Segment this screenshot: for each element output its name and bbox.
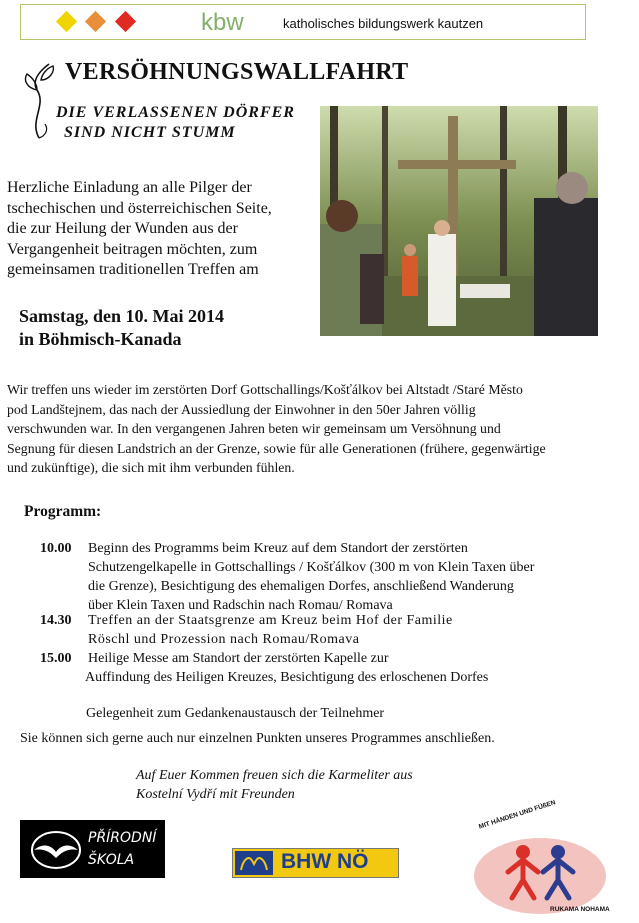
- program-time: 14.30: [40, 613, 72, 628]
- signature-line: Kostelní Vydří mit Freunden: [136, 787, 295, 802]
- subtitle-line-1: DIE VERLASSENEN DÖRFER: [56, 104, 295, 121]
- rukama-top-text: MIT HÄNDEN UND FÜßEN: [478, 799, 557, 831]
- program-item-1500: [40, 650, 620, 690]
- photo-open-air-mass: [320, 106, 598, 336]
- skola-line-1: PŘÍRODNÍ: [88, 830, 157, 846]
- signature: [136, 766, 413, 804]
- program-line: Treffen an der Staatsgrenze am Kreuz beim Hof der Familie: [88, 613, 453, 628]
- event-date: [19, 305, 224, 351]
- program-line: Heilige Messe am Standort der zerstörten Kapelle zur: [88, 651, 389, 666]
- intro-text: [7, 178, 317, 281]
- program-item-1000: [40, 540, 620, 616]
- paragraph-line: Wir treffen uns wieder im zerstörten Dorf Gottschallings/Košťálkov bei Altstadt /Staré Město: [7, 382, 523, 397]
- program-line: Beginn des Programms beim Kreuz auf dem Standort der zerstörten: [88, 541, 468, 556]
- program-item-1430: [40, 612, 620, 652]
- paragraph-line: und zukünftige), die sich mit ihm verbunden fühlen.: [7, 460, 295, 475]
- org-short-name: kbw: [201, 9, 244, 36]
- program-line: die Grenze), Besichtigung des ehemaligen Dorfes, anschließend Wanderung: [88, 579, 514, 594]
- logo-rukama-nohama: [468, 799, 618, 918]
- rukama-bottom-text: RUKAMA NOHAMA: [550, 906, 610, 913]
- subtitle-line-2: SIND NICHT STUMM: [64, 124, 236, 141]
- red-diamond-icon: [115, 11, 136, 32]
- intro-line: tschechischen und österreichischen Seite,: [7, 199, 272, 217]
- intro-line: Herzliche Einladung an alle Pilger der: [7, 179, 252, 196]
- program-line: Auffindung des Heiligen Kreuzes, Besichtigung des erloschenen Dorfes: [85, 670, 489, 685]
- program-line: Röschl und Prozession nach Romau/Romava: [88, 632, 360, 647]
- org-full-name: katholisches bildungswerk kautzen: [283, 16, 484, 31]
- signature-line: Auf Euer Kommen freuen sich die Karmeliter aus: [136, 768, 413, 783]
- intro-line: gemeinsamen traditionellen Treffen am: [7, 261, 259, 278]
- bird-icon: [26, 828, 86, 872]
- program-time: 15.00: [40, 651, 72, 666]
- program-time: 10.00: [40, 541, 72, 556]
- program-line: über Klein Taxen und Radschin nach Romau/ Romava: [88, 598, 393, 613]
- intro-line: Vergangenheit beitragen möchten, zum: [7, 240, 258, 258]
- program-line: Schutzengelkapelle in Gottschallings / Košťálkov (300 m von Klein Taxen über: [88, 560, 535, 575]
- join-note: Sie können sich gerne auch nur einzelnen Punkten unseres Programmes anschließen.: [20, 731, 495, 746]
- description-paragraph: [7, 380, 627, 478]
- paragraph-line: verschwunden war. In den vergangenen Jahren beten wir gemeinsam um Versöhnung und: [7, 421, 501, 436]
- intro-line: die zur Heilung der Wunden aus der: [7, 220, 238, 237]
- bhw-text: BHW NÖ: [281, 850, 369, 873]
- header-banner: [20, 4, 586, 40]
- paragraph-line: pod Landštejnem, das nach der Aussiedlung der Einwohner in den 50er Jahren völlig: [7, 401, 476, 417]
- people-icon: [239, 854, 269, 872]
- orange-diamond-icon: [85, 11, 106, 32]
- page-title: VERSÖHNUNGSWALLFAHRT: [65, 59, 409, 85]
- yellow-diamond-icon: [56, 11, 77, 32]
- logo-prirodni-skola: [20, 820, 165, 878]
- date-line: Samstag, den 10. Mai 2014: [19, 306, 225, 326]
- exchange-note: Gelegenheit zum Gedankenaustausch der Teilnehmer: [86, 706, 385, 721]
- logo-bhw-noe: [232, 848, 399, 878]
- program-heading: Programm:: [24, 503, 102, 520]
- sprout-icon: [19, 60, 59, 140]
- skola-line-2: ŠKOLA: [88, 852, 135, 868]
- paragraph-line: Segnung für diesen Landstrich an der Grenze, sowie für alle Generationen (frühere, gegenwärtige: [7, 440, 546, 456]
- location-line: in Böhmisch-Kanada: [19, 329, 182, 349]
